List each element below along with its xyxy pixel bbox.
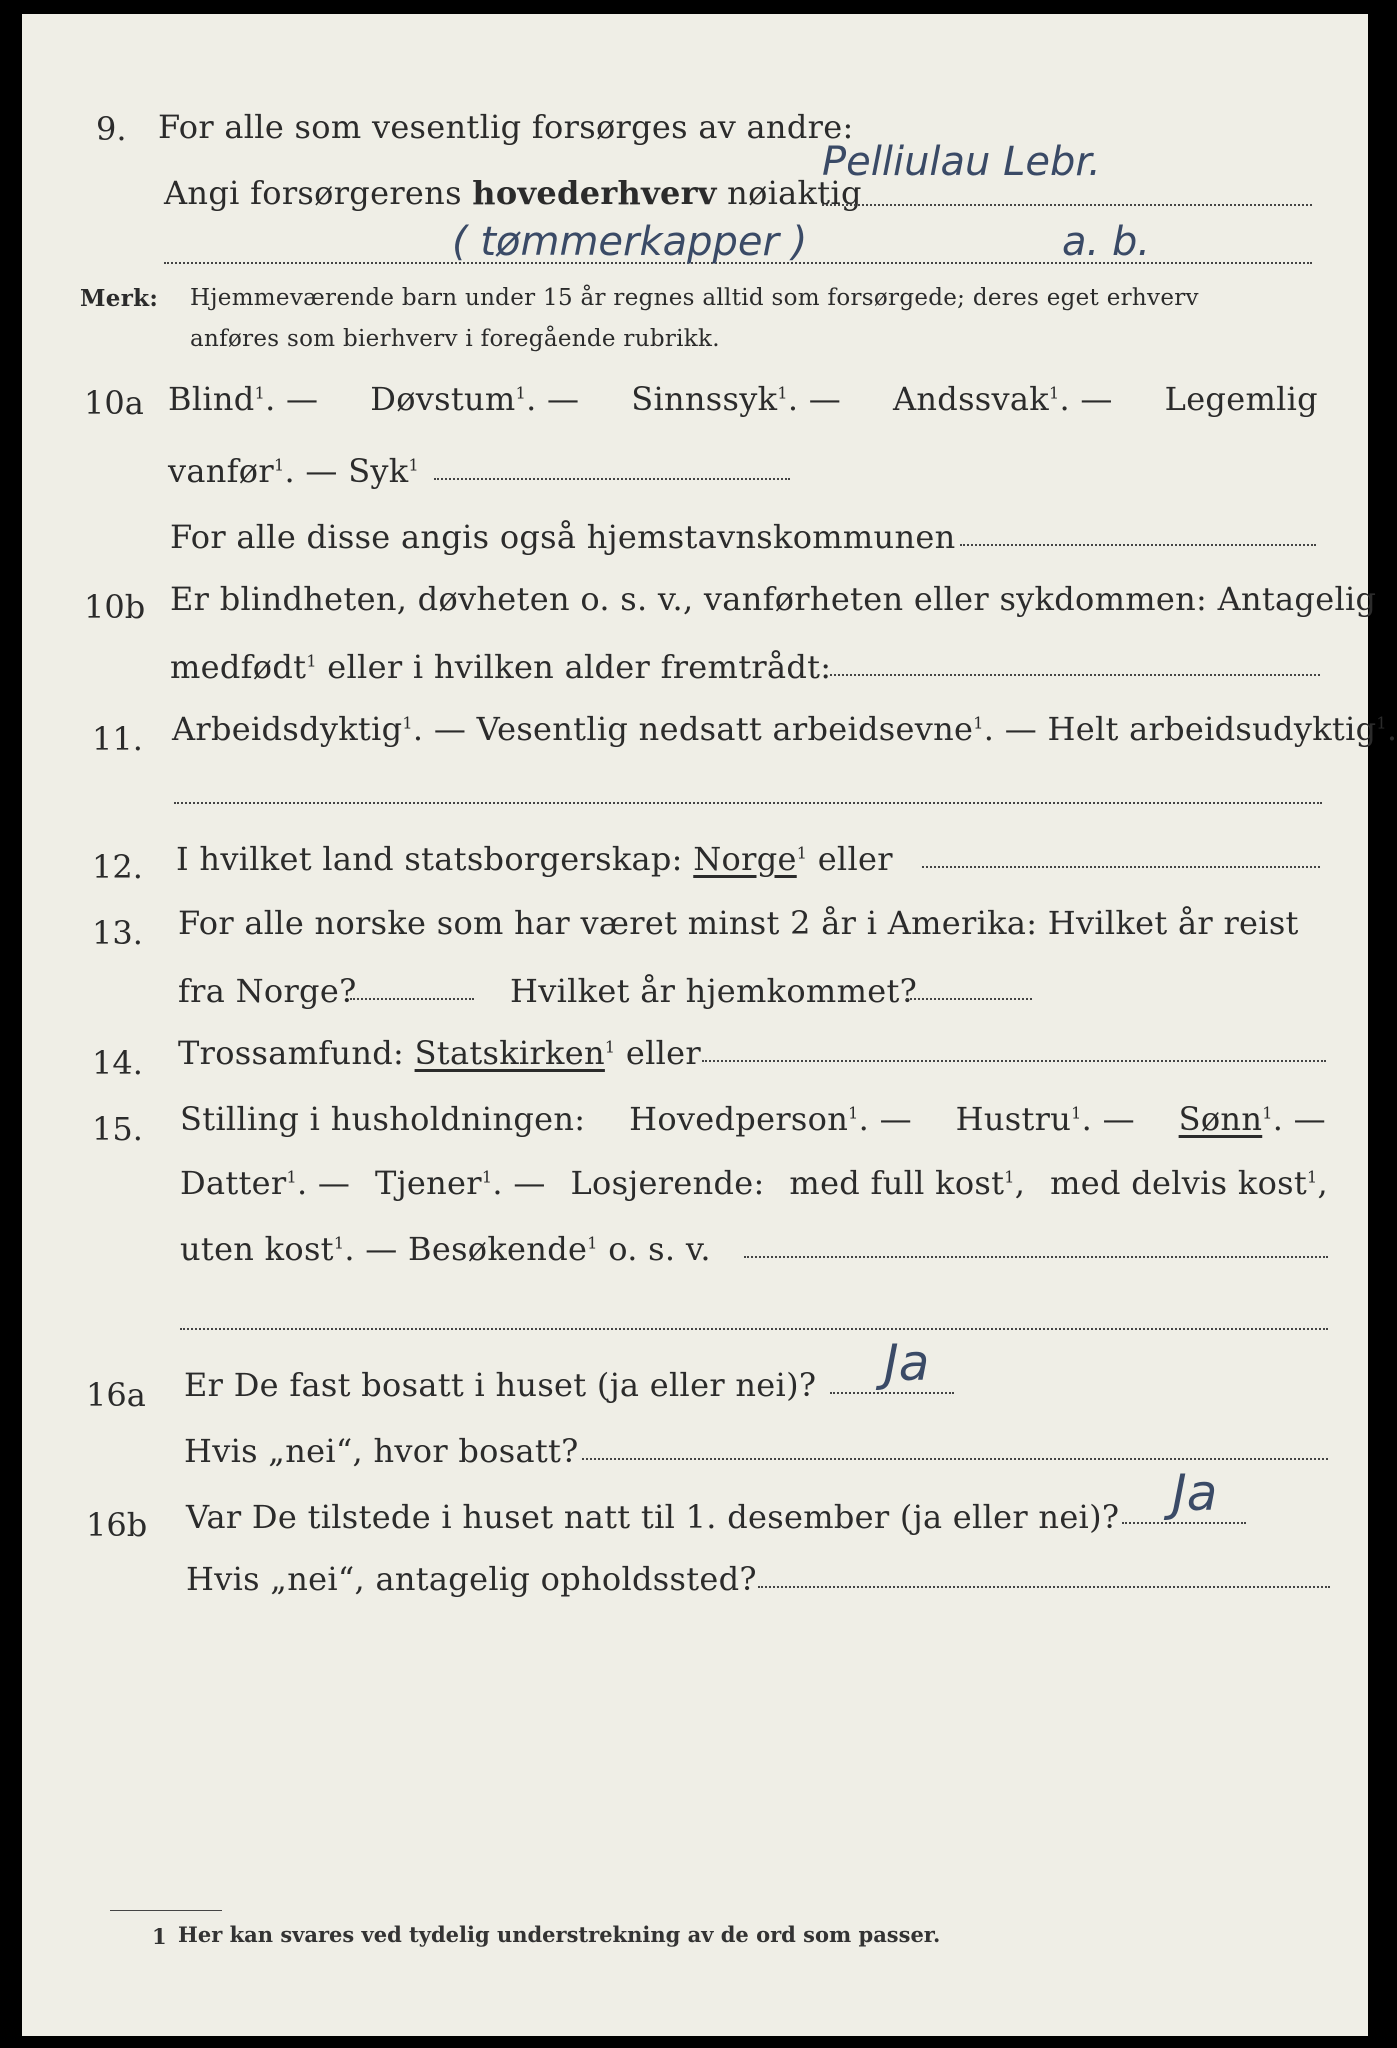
q10b-line1: Er blindheten, døvheten o. s. v., vanførheten eller sykdommen: Antagelig [170, 580, 1377, 618]
q15-dotted-line-2 [180, 1328, 1328, 1330]
q10a-number: 10a [84, 384, 144, 422]
q16a-dotted-line-2 [582, 1458, 1328, 1460]
q10a-dotted-line-2 [960, 544, 1316, 546]
q16a-line2: Hvis „nei“, hvor bosatt? [184, 1432, 579, 1470]
q9-dotted-line-1 [822, 204, 1312, 206]
form-page [22, 14, 1397, 2036]
q15-dotted-line-1 [744, 1256, 1328, 1258]
q9-number: 9. [96, 110, 127, 148]
merk-line2: anføres som bierhverv i foregående rubrikk. [190, 326, 720, 352]
q9-line2: Angi forsørgerens hovederhverv nøiaktig [164, 174, 862, 212]
q11-dotted-line [174, 802, 1322, 804]
q11-line: Arbeidsdyktig$^1$. — Vesentlig nedsatt arbeidsevne$^1$. — Helt arbeidsudyktig$^1$. [172, 710, 1397, 748]
q15-line1: Stilling i husholdningen: Hovedperson$^1$. — Hustru$^1$. — Sønn$^1$. — [180, 1100, 1326, 1138]
q16a-handwritten-answer: Ja [884, 1334, 930, 1392]
q13-line2b: Hvilket år hjemkommet? [510, 972, 918, 1010]
q9-handwritten-occupation: Pelliulau Lebr. [822, 139, 1101, 185]
q10a-line3: For alle disse angis også hjemstavnskommunen [170, 518, 956, 556]
q16b-handwritten-answer: Ja [1172, 1464, 1218, 1522]
q10b-dotted-line [830, 674, 1320, 676]
q10a-dotted-line-1 [434, 478, 790, 480]
q12-line: I hvilket land statsborgerskap: Norge$^1$ eller [176, 840, 893, 878]
q13-dotted-line-1 [350, 998, 474, 1000]
q11-number: 11. [92, 720, 143, 758]
footnote-mark: 1 [152, 1924, 167, 1949]
q10a-line2: vanfør$^1$. — Syk$^1$ [168, 452, 419, 490]
q16b-dotted-line-2 [758, 1586, 1330, 1588]
q14-line: Trossamfund: Statskirken$^1$ eller [178, 1034, 701, 1072]
q14-number: 14. [92, 1044, 143, 1082]
q9-handwritten-detail: ( tømmerkapper ) [452, 219, 808, 265]
q16b-line2: Hvis „nei“, antagelig opholdssted? [186, 1560, 757, 1598]
q9-handwritten-note: a. b. [1062, 219, 1151, 265]
merk-label: Merk: [80, 285, 159, 312]
q13-line1: For alle norske som har været minst 2 år i Amerika: Hvilket år reist [178, 904, 1299, 942]
q9-line1: For alle som vesentlig forsørges av andre: [158, 108, 854, 146]
q15-line2: Datter$^1$. — Tjener$^1$. — Losjerende: med full kost$^1$, med delvis kost$^1$, [180, 1164, 1328, 1202]
q13-dotted-line-2 [906, 998, 1032, 1000]
footnote-text: Her kan svares ved tydelig understrekning av de ord som passer. [178, 1922, 941, 1947]
merk-line1: Hjemmeværende barn under 15 år regnes alltid som forsørgede; deres eget erhverv [190, 285, 1199, 311]
q12-dotted-line [922, 866, 1320, 868]
q16a-number: 16a [86, 1376, 146, 1414]
q10b-line2: medfødt$^1$ eller i hvilken alder fremtrådt: [170, 648, 832, 686]
q10b-number: 10b [84, 588, 146, 626]
footnote-rule [110, 1910, 222, 1911]
q15-number: 15. [92, 1110, 143, 1148]
q16a-line1: Er De fast bosatt i huset (ja eller nei)? [184, 1366, 817, 1404]
q13-line2a: fra Norge? [178, 972, 357, 1010]
q12-number: 12. [92, 848, 143, 886]
q14-dotted-line [702, 1060, 1326, 1062]
q16b-line1: Var De tilstede i huset natt til 1. desember (ja eller nei)? [186, 1498, 1120, 1536]
q15-line3: uten kost$^1$. — Besøkende$^1$ o. s. v. [180, 1230, 711, 1268]
q10a-line1: Blind$^1$. — Døvstum$^1$. — Sinnssyk$^1$. — Andssvak$^1$. — Legemlig [168, 380, 1318, 418]
q16b-number: 16b [86, 1506, 148, 1544]
q16b-dotted-line-1 [1122, 1522, 1246, 1524]
q16a-dotted-line-1 [830, 1392, 954, 1394]
q13-number: 13. [92, 914, 143, 952]
